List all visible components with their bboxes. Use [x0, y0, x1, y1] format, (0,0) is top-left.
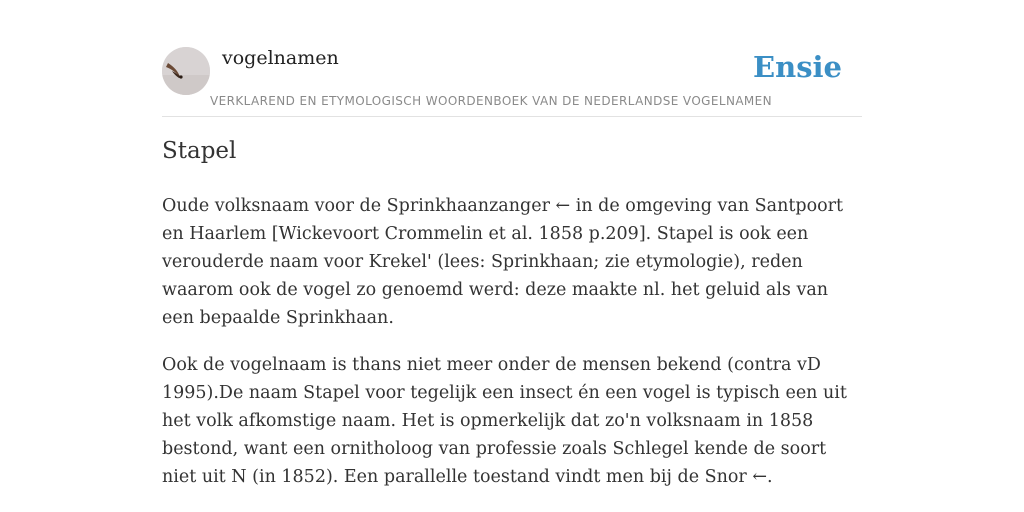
paragraph-text: .	[767, 467, 773, 487]
site-header	[162, 46, 862, 117]
avatar[interactable]	[162, 47, 210, 95]
paragraph	[162, 192, 862, 332]
snor-link-arrow-icon[interactable]: ←	[752, 467, 768, 487]
bird-icon	[162, 47, 210, 95]
page-title: Stapel	[162, 138, 237, 164]
paragraph	[162, 351, 862, 491]
entry-content	[162, 192, 862, 510]
paragraph-text: Oude volksnaam voor de Sprinkhaanzanger	[162, 196, 556, 216]
sprinkhaanzanger-link-arrow-icon[interactable]: ←	[555, 196, 571, 216]
site-tagline: VERKLAREND EN ETYMOLOGISCH WOORDENBOEK VAN DE NEDERLANDSE VOGELNAMEN	[210, 94, 773, 108]
paragraph-text: in de omgeving van Santpoort en Haarlem [Wickevoort Crommelin et al. 1858 p.209]. Stapel is ook een verouderde naam voor Krekel' (lees: Sprinkhaan; zie etymologie), reden waarom ook de vogel zo genoemd werd: deze maakte nl. het geluid als van een bepaalde Sprinkhaan.	[162, 196, 844, 328]
ensie-logo[interactable]: Ensie	[753, 50, 842, 84]
site-name[interactable]: vogelnamen	[222, 47, 339, 69]
paragraph-text: Ook de vogelnaam is thans niet meer onder de mensen bekend (contra vD 1995).De naam Stapel voor tegelijk een insect én een vogel is typisch een uit het volk afkomstige naam. Het is opmerkelijk dat zo'n volksnaam in 1858 bestond, want een ornitholoog van professie zoals Schlegel kende de soort niet uit N (in 1852). Een parallelle toestand vindt men bij de Snor	[162, 355, 847, 487]
